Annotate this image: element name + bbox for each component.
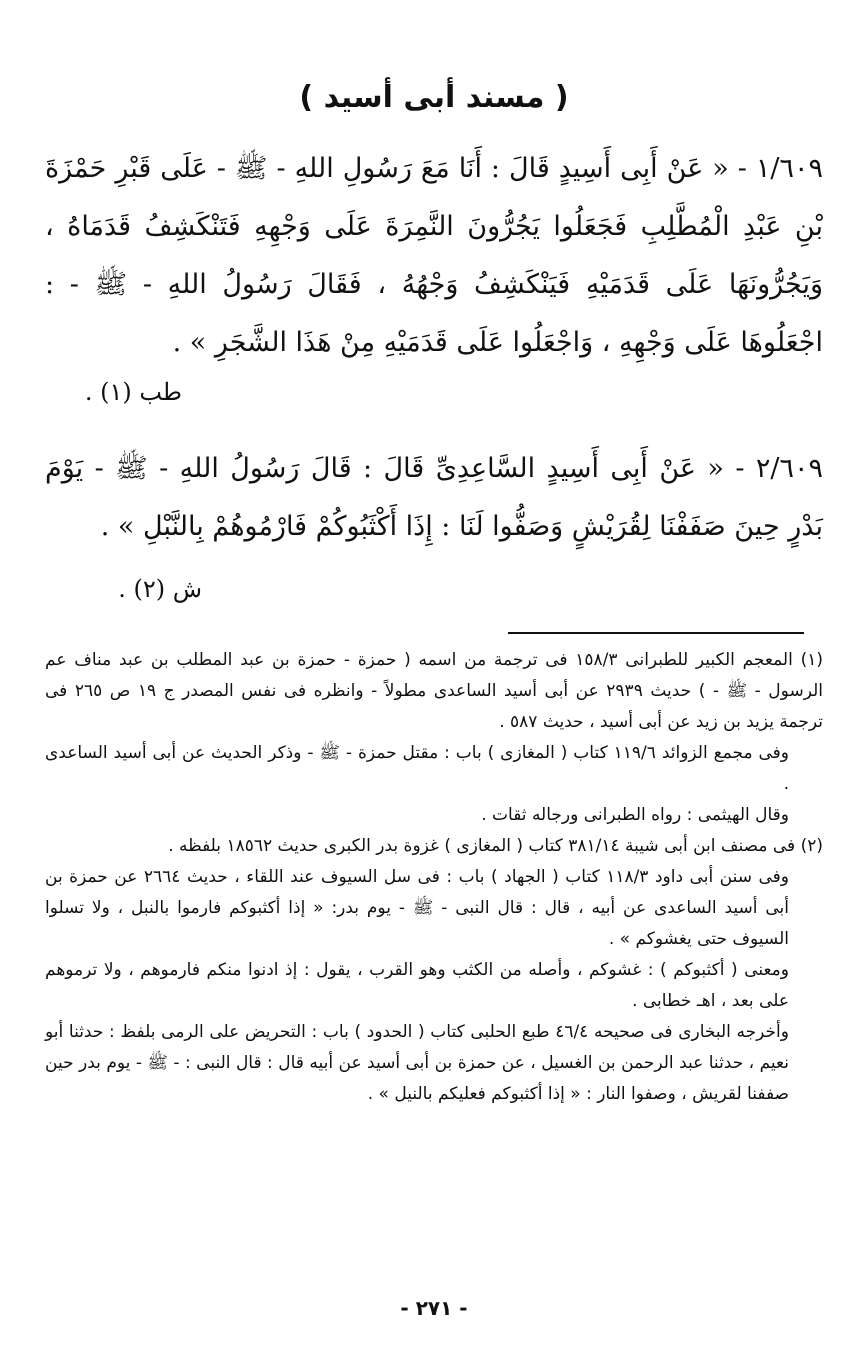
chapter-title: ( مسند أبى أسيد ) — [299, 80, 569, 115]
hadith-2-text: ٢/٦٠٩ - « عَنْ أَبِى أَسِيدٍ السَّاعِدِىِّ قَالَ : قَالَ رَسُولُ اللهِ - ﷺ - يَوْمَ بَدْرٍ حِينَ صَفَفْنَا لِقُرَيْشٍ وَصَفُّوا لَنَا : إِذَا أَكْثَبُوكُمْ فَارْمُوهُمْ بِالنَّبْلِ » . — [45, 453, 823, 542]
footnote-1-line: (١) المعجم الكبير للطبرانى ١٥٨/٣ فى ترجمة من اسمه ( حمزة - حمزة بن عبد المطلب بن عبد مناف عم الرسول - ﷺ - ) حديث ٢٩٣٩ عن أبى أسيد الساعدى مطولاً - وانظره فى نفس المصدر ج ١٩ ص ٢٦٥ فى ترجمة يزيد بن زيد عن أبى أسيد ، حديث ٥٨٧ . — [45, 650, 823, 732]
footnote-2-para-3: ومعنى ( أكثبوكم ) : غشوكم ، وأصله من الكثب وهو القرب ، يقول : إذ ادنوا منكم فارموهم ، ولا ترموهم على بعد ، اهـ خطابى . — [45, 960, 789, 1011]
footnote-2 — [45, 831, 823, 1110]
footnote-1-para-3: وقال الهيثمى : رواه الطبرانى ورجاله ثقات . — [481, 805, 789, 825]
footnote-2-line: (٢) فى مصنف ابن أبى شيبة ٣٨١/١٤ كتاب ( المغازى ) غزوة بدر الكبرى حديث ١٨٥٦٢ بلفظه . — [168, 836, 823, 856]
footnote-1-para-2: وفى مجمع الزوائد ١١٩/٦ كتاب ( المغازى ) باب : مقتل حمزة - ﷺ - وذكر الحديث عن أبى أسيد الساعدى . — [45, 743, 789, 794]
footnote-divider — [508, 632, 804, 634]
footnote-1 — [45, 645, 823, 831]
footnote-2-para-2: وفى سنن أبى داود ١١٨/٣ كتاب ( الجهاد ) باب : فى سل السيوف عند اللقاء ، حديث ٢٦٦٤ عن حمزة بن أبى أسيد الساعدى عن أبيه ، قال : قال النبى - ﷺ - يوم بدر: « إذا أكثبوكم فارموا بالنبل ، ولا تسلوا السيوف حتى يغشوكم » . — [45, 867, 789, 949]
hadith-1-text: ١/٦٠٩ - « عَنْ أَبِى أَسِيدٍ قَالَ : أَنَا مَعَ رَسُولِ اللهِ - ﷺ - عَلَى قَبْرِ حَمْزَةَ بْنِ عَبْدِ الْمُطَّلِبِ فَجَعَلُوا يَجُرُّونَ النَّمِرَةَ عَلَى وَجْهِهِ فَتَنْكَشِفُ قَدَمَاهُ ، وَيَجُرُّونَهَا عَلَى قَدَمَيْهِ فَيَنْكَشِفُ وَجْهُهُ ، فَقَالَ رَسُولُ اللهِ - ﷺ - : اجْعَلُوهَا عَلَى وَجْهِهِ ، وَاجْعَلُوا عَلَى قَدَمَيْهِ مِنْ هَذَا الشَّجَرِ » . — [45, 153, 823, 358]
hadith-2-source: ش (٢) . — [118, 575, 202, 603]
footnotes — [45, 645, 823, 1110]
footnote-2-para-4: وأخرجه البخارى فى صحيحه ٤٦/٤ طبع الحلبى كتاب ( الحدود ) باب : التحريض على الرمى بلفظ : حدثنا أبو نعيم ، حدثنا عبد الرحمن بن الغسيل ، عن حمزة بن أبى أسيد عن أبيه قال : قال النبى : - ﷺ - يوم بدر حين صففنا لقريش ، وصفوا النار : « إذا أكثبوكم فعليكم بالنيل » . — [45, 1022, 789, 1104]
hadith-1-source: طب (١) . — [84, 378, 182, 406]
page-number: - ٢٧١ - — [400, 1296, 468, 1320]
